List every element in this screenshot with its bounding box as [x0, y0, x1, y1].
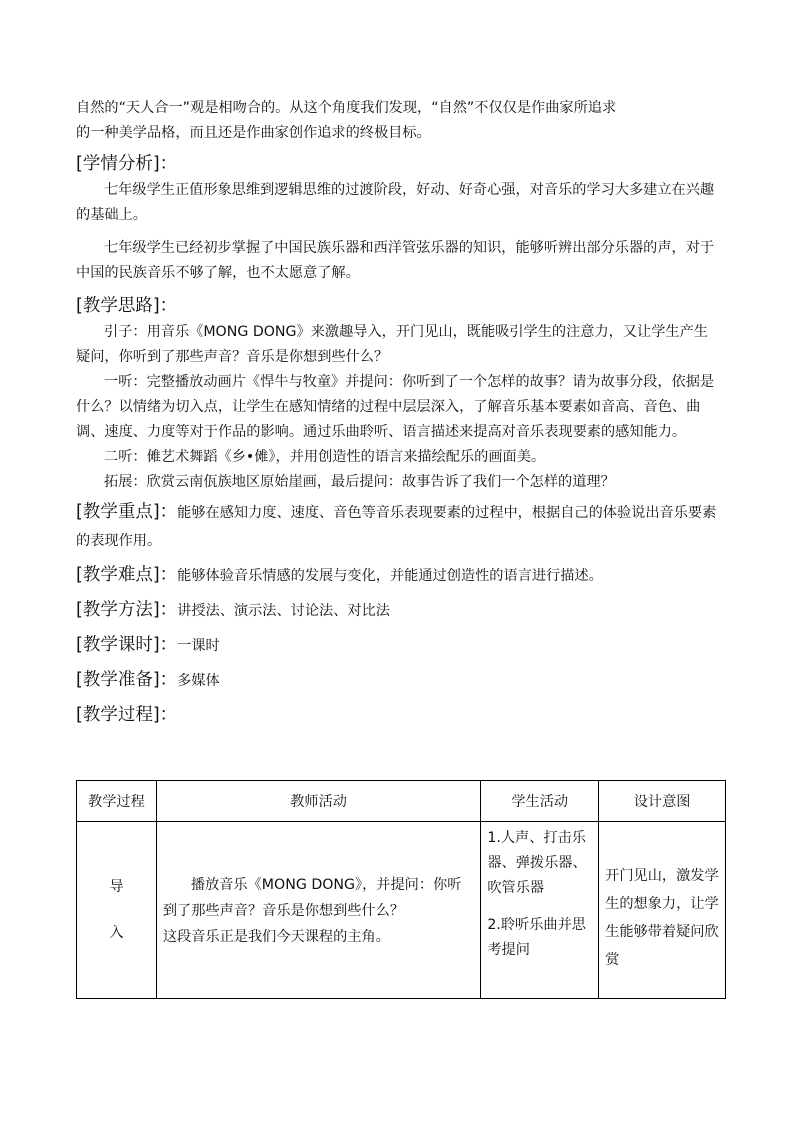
difficulty — [76, 558, 718, 593]
analysis-paragraph-1: 七年级学生正值形象思维到逻辑思维的过渡阶段，好动、好奇心强，对音乐的学习大多建立在兴趣的基础上。 — [76, 182, 715, 223]
hours — [76, 628, 718, 663]
idea-paragraph-1: 引子：用音乐《MONG DONG》来激趣导入，开门见山，既能吸引学生的注意力，又让学生产生疑问，你听到了那些声音？音乐是你想到些什么？ — [76, 324, 708, 365]
idea-paragraph-2: 一听：完整播放动画片《悍牛与牧童》并提问：你听到了一个怎样的故事？请为故事分段，依据是什么？以情绪为切入点，让学生在感知情绪的过程中层层深入，了解音乐基本要素如音高、音色、曲调、速度、力度等对于作品的影响。通过乐曲聆听、语言描述来提高对音乐表现要素的感知能力。 — [76, 374, 715, 440]
header-teacher: 教师活动 — [156, 781, 480, 822]
key-point-label: [教学重点]： — [76, 502, 178, 522]
hours-value: 一课时 — [177, 638, 220, 654]
document-body — [76, 0, 718, 732]
idea-paragraph-4: 拓展：欣赏云南佤族地区原始崖画，最后提问：故事告诉了我们一个怎样的道理？ — [104, 474, 615, 490]
student-text-1: 1.人声、打击乐器、弹拨乐器、吹管乐器 — [487, 830, 587, 896]
hours-label: [教学课时]： — [76, 635, 178, 655]
teacher-text-2: 这段音乐正是我们今天课程的主角。 — [162, 929, 390, 945]
design-cell — [599, 822, 726, 999]
stage-cell — [77, 822, 157, 999]
student-text-2: 2.聆听乐曲并思考提问 — [487, 917, 586, 958]
key-point — [76, 498, 718, 554]
analysis-heading: [学情分析]： — [76, 154, 178, 174]
design-text: 开门见山，激发学生的想象力，让学生能够带着疑问欣赏 — [605, 868, 719, 968]
stage-char-1: 导 — [109, 879, 124, 895]
idea-heading: [教学思路]： — [76, 296, 178, 316]
teacher-text-1: 播放音乐《MONG DONG》，并提问：你听到了那些声音？音乐是你想到些什么？ — [162, 877, 462, 919]
prep — [76, 663, 718, 698]
key-point-value: 能够在感知力度、速度、音色等音乐表现要素的过程中，根据自己的体验说出音乐要素的表现作用。 — [76, 505, 717, 549]
student-cell — [481, 822, 599, 999]
idea-paragraph-3: 二听：傩艺术舞蹈《乡•傩》，并用创造性的语言来描绘配乐的画面美。 — [104, 449, 546, 465]
process-heading: [教学过程]： — [76, 705, 178, 725]
difficulty-label: [教学难点]： — [76, 565, 178, 585]
stage-char-2: 入 — [109, 925, 124, 941]
analysis-paragraph-2: 七年级学生已经初步掌握了中国民族乐器和西洋管弦乐器的知识，能够听辨出部分乐器的声，对于中国的民族音乐不够了解，也不太愿意了解。 — [76, 240, 715, 281]
header-student: 学生活动 — [481, 781, 599, 822]
prep-label: [教学准备]： — [76, 670, 178, 690]
header-stage: 教学过程 — [77, 781, 157, 822]
header-design: 设计意图 — [599, 781, 726, 822]
method — [76, 593, 718, 628]
table-header-row — [77, 781, 726, 822]
intro-line-1: 自然的“天人合一”观是相吻合的。从这个角度我们发现，“自然”不仅仅是作曲家所追求 — [76, 100, 617, 116]
table-row — [77, 822, 726, 999]
process-table — [76, 780, 726, 999]
difficulty-value: 能够体验音乐情感的发展与变化，并能通过创造性的语言进行描述。 — [177, 568, 603, 584]
intro-line-2: 的一种美学品格，而且还是作曲家创作追求的终极目标。 — [76, 125, 431, 141]
prep-value: 多媒体 — [177, 673, 220, 689]
method-value: 讲授法、演示法、讨论法、对比法 — [177, 603, 390, 619]
teacher-cell — [156, 822, 480, 999]
method-label: [教学方法]： — [76, 600, 178, 620]
